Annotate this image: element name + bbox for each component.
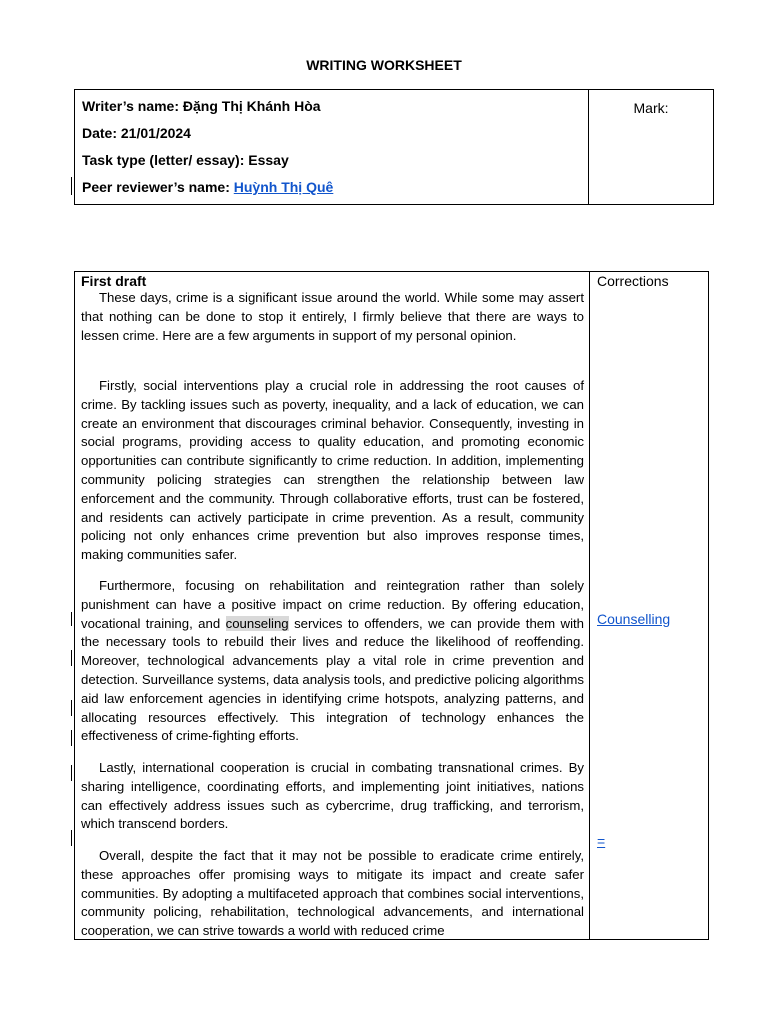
margin-change-bar [71, 612, 72, 626]
date: Date: 21/01/2024 [82, 125, 191, 141]
first-draft-cell[interactable] [75, 272, 590, 939]
correction-counselling[interactable]: Counselling [597, 611, 671, 627]
info-details-cell [75, 90, 589, 204]
margin-change-bar [71, 650, 72, 666]
peer-reviewer [82, 179, 333, 195]
paragraph-2: Firstly, social interventions play a crucial role in addressing the root causes of crime. By tackling issues such as poverty, inequality, and a lack of education, we can create an environment that discourages criminal behavior. Consequently, investing in social programs, providing access to quality education, and promoting economic opportunities can contribute significantly to crime reduction. In addition, implementing community policing strategies can strengthen the relationship between law enforcement and the community. Through collaborative efforts, trust can be fostered, and residents can actively participate in crime prevention. As a result, community policing not only enhances crime prevention but also improves response times, making communities safer. [81, 378, 584, 563]
writer-name: Writer’s name: Đặng Thị Khánh Hòa [82, 98, 321, 114]
paragraph-1: These days, crime is a significant issue around the world. While some may assert that nothing can be done to stop it entirely, I firmly believe that there are ways to lessen crime. Here are a few arguments in support of my personal opinion. [81, 290, 584, 343]
task-type: Task type (letter/ essay): Essay [82, 152, 289, 168]
highlighted-word-counseling[interactable]: counseling [225, 615, 289, 631]
first-draft-heading: First draft [81, 273, 147, 289]
margin-change-bar [71, 700, 72, 716]
peer-reviewer-link[interactable]: Huỳnh Thị Quê [233, 179, 334, 195]
worksheet-title: WRITING WORKSHEET [306, 57, 462, 73]
paragraph-4: Lastly, international cooperation is crucial in combating transnational crimes. By sharing intelligence, coordinating efforts, and implementing joint initiatives, nations can effectively address issues such as cybercrime, drug trafficking, and terrorism, which transcend borders. [81, 760, 584, 832]
draft-table [74, 271, 709, 940]
peer-reviewer-label: Peer reviewer’s name: [82, 179, 234, 195]
paragraph-3-start: Furthermore, focusing on rehabilitation and reintegration rather than solely punishment can have a positive impact on crime reduction. By offering education, vocational training, and [81, 578, 584, 631]
margin-change-bar [71, 730, 72, 746]
margin-change-bar [71, 830, 72, 846]
correction-marker[interactable]: = [597, 833, 606, 849]
info-table [74, 89, 714, 205]
corrections-heading: Corrections [597, 273, 669, 289]
paragraph-3 [81, 577, 584, 746]
mark-label: Mark: [633, 100, 669, 116]
paragraph-3-end: services to offenders, we can provide them with the necessary tools to rebuild their lives and reduce the likelihood of reoffending. Moreover, technological advancements play a vital role in crime prevention and detection. Surveillance systems, data analysis tools, and predictive policing algorithms aid law enforcement agencies in identifying crime hotspots, analyzing patterns, and allocating resources effectively. This integration of technology enhances the effectiveness of crime-fighting efforts. [81, 615, 584, 744]
margin-change-bar [71, 765, 72, 781]
margin-change-bar [71, 177, 72, 195]
paragraph-5: Overall, despite the fact that it may not be possible to eradicate crime entirely, these approaches offer promising ways to mitigate its impact and create safer communities. By adopting a multifaceted approach that combines social interventions, community policing, rehabilitation, technological advancements, and international cooperation, we can strive towards a world with reduced crime [81, 848, 584, 939]
